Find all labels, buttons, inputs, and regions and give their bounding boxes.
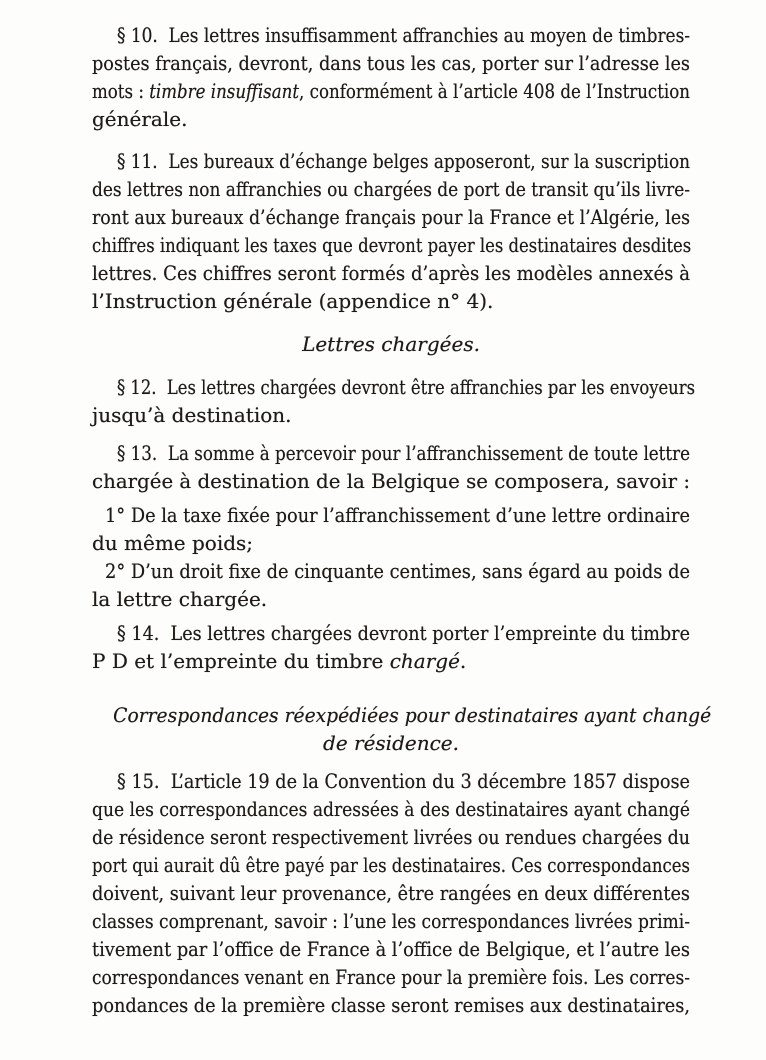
text: la lettre chargée. [92,587,268,611]
text-run [92,175,690,203]
text-line [92,105,690,133]
text: § 13. La somme à percevoir pour l’affranchissement de toute lettre [117,441,690,465]
text-run [117,439,690,467]
text-line [92,175,690,203]
text-run [113,701,711,729]
text-line [92,287,690,315]
text-line [92,767,690,795]
italic-text: de résidence. [323,731,459,755]
paragraph-s13 [92,439,690,495]
text: § 11. Les bureaux d’échange belges apposeront, sur la suscription [117,149,690,173]
text: § 12. Les lettres chargées devront être affranchies par les envoyeurs [117,375,695,399]
text: chargée à destination de la Belgique se composera, savoir : [92,469,690,493]
text: pondances de la première classe seront remises aux destinataires, [92,993,690,1017]
text-line [92,401,690,429]
text: générale. [92,107,188,131]
text-line [92,330,690,358]
text-run [323,729,459,757]
text-run [92,49,690,77]
text-run [92,823,690,851]
text-line [92,701,712,729]
text-line [92,231,690,259]
text-run [92,467,690,495]
text-line [92,203,690,231]
text-run [92,851,690,879]
text: P D et l’empreinte du timbre [92,649,390,673]
text-run [117,21,690,49]
text-run [302,330,480,358]
paragraph-item1 [92,501,690,557]
text-line [92,467,690,495]
text: 2° D’un droit fixe de cinquante centimes, sans égard au poids de [105,559,690,583]
text: port qui aurait dû être payé par les destinataires. Ces correspondances [92,853,690,877]
text: mots : [92,79,150,103]
text: tivement par l’office de France à l’office de Belgique, et l’autre les [92,937,690,961]
section-heading-h-corresp [92,701,712,757]
italic-text: Lettres chargées. [302,332,480,356]
paragraph-s12 [92,373,695,429]
text: , conformément à l’article 408 de l’Instruction [299,79,690,103]
text-line [92,439,690,467]
text: doivent, suivant leur provenance, être rangées en deux différentes [92,881,690,905]
text-line [92,147,690,175]
text: § 15. L’article 19 de la Convention du 3 décembre 1857 dispose [117,769,690,793]
text: correspondances venant en France pour la première fois. Les corres- [92,965,690,989]
text-run [92,401,292,429]
text-run [92,77,690,105]
text-line [92,879,690,907]
text-run [92,935,690,963]
text-run [92,963,690,991]
paragraph-item2 [92,557,690,613]
text-run [92,879,690,907]
text: l’Instruction générale (appendice n° 4). [92,289,494,313]
text-line [92,49,690,77]
text: 1° De la taxe fixée pour l’affranchissement d’une lettre ordinaire [105,503,690,527]
text-run [92,259,690,287]
text-line [92,585,690,613]
text-line [92,501,690,529]
text-line [92,647,690,675]
text: lettres. Ces chiffres seront formés d’après les modèles annexés à [92,261,690,285]
text-run [92,991,690,1019]
text-line [92,963,690,991]
text-run [92,907,690,935]
text-run [92,287,493,315]
text-run [105,557,690,585]
text-run [117,373,695,401]
paragraph-s15 [92,767,690,1019]
text-run [92,585,267,613]
text: . [459,649,467,673]
text-run [117,147,690,175]
text-run [92,529,253,557]
section-heading-h-lettres [92,330,690,358]
text-line [92,823,690,851]
text-run [117,619,690,647]
document-text [92,21,712,1019]
text: du même poids; [92,531,254,555]
text: que les correspondances adressées à des destinataires ayant changé [92,797,690,821]
text-run [92,647,466,675]
text-line [92,729,690,757]
text: ront aux bureaux d’échange français pour la France et l’Algérie, les [92,205,690,229]
text: § 10. Les lettres insuffisamment affranchies au moyen de timbres- [117,23,690,47]
text-run [92,795,690,823]
text-line [92,795,690,823]
paragraph-s11 [92,147,690,315]
italic-text: chargé [389,649,460,673]
text-line [92,851,690,879]
text-line [92,991,690,1019]
text: des lettres non affranchies ou chargées de port de transit qu’ils livre- [92,177,690,201]
text-line [92,557,690,585]
text-line [92,619,690,647]
text-line [92,935,690,963]
text-run [117,767,690,795]
text-run [92,231,691,259]
text: de résidence seront respectivement livrées ou rendues chargées du [92,825,690,849]
paragraph-s14 [92,619,690,675]
text-line [92,77,690,105]
text-run [92,105,187,133]
text-run [92,203,690,231]
paragraph-s10 [92,21,690,133]
text-run [105,501,690,529]
italic-text: Correspondances réexpédiées pour destinataires ayant changé [113,703,712,727]
text: § 14. Les lettres chargées devront porter l’empreinte du timbre [117,621,690,645]
text-line [92,373,695,401]
text-line [92,21,690,49]
text: jusqu’à destination. [92,403,292,427]
text-line [92,259,690,287]
text-line [92,907,690,935]
text: classes comprenant, savoir : l’une les correspondances livrées primi- [92,909,690,933]
text: postes français, devront, dans tous les cas, porter sur l’adresse les [92,51,690,75]
text-line [92,529,690,557]
italic-text: timbre insuffisant [149,79,300,103]
text: chiffres indiquant les taxes que devront payer les destinataires desdites [92,233,692,257]
